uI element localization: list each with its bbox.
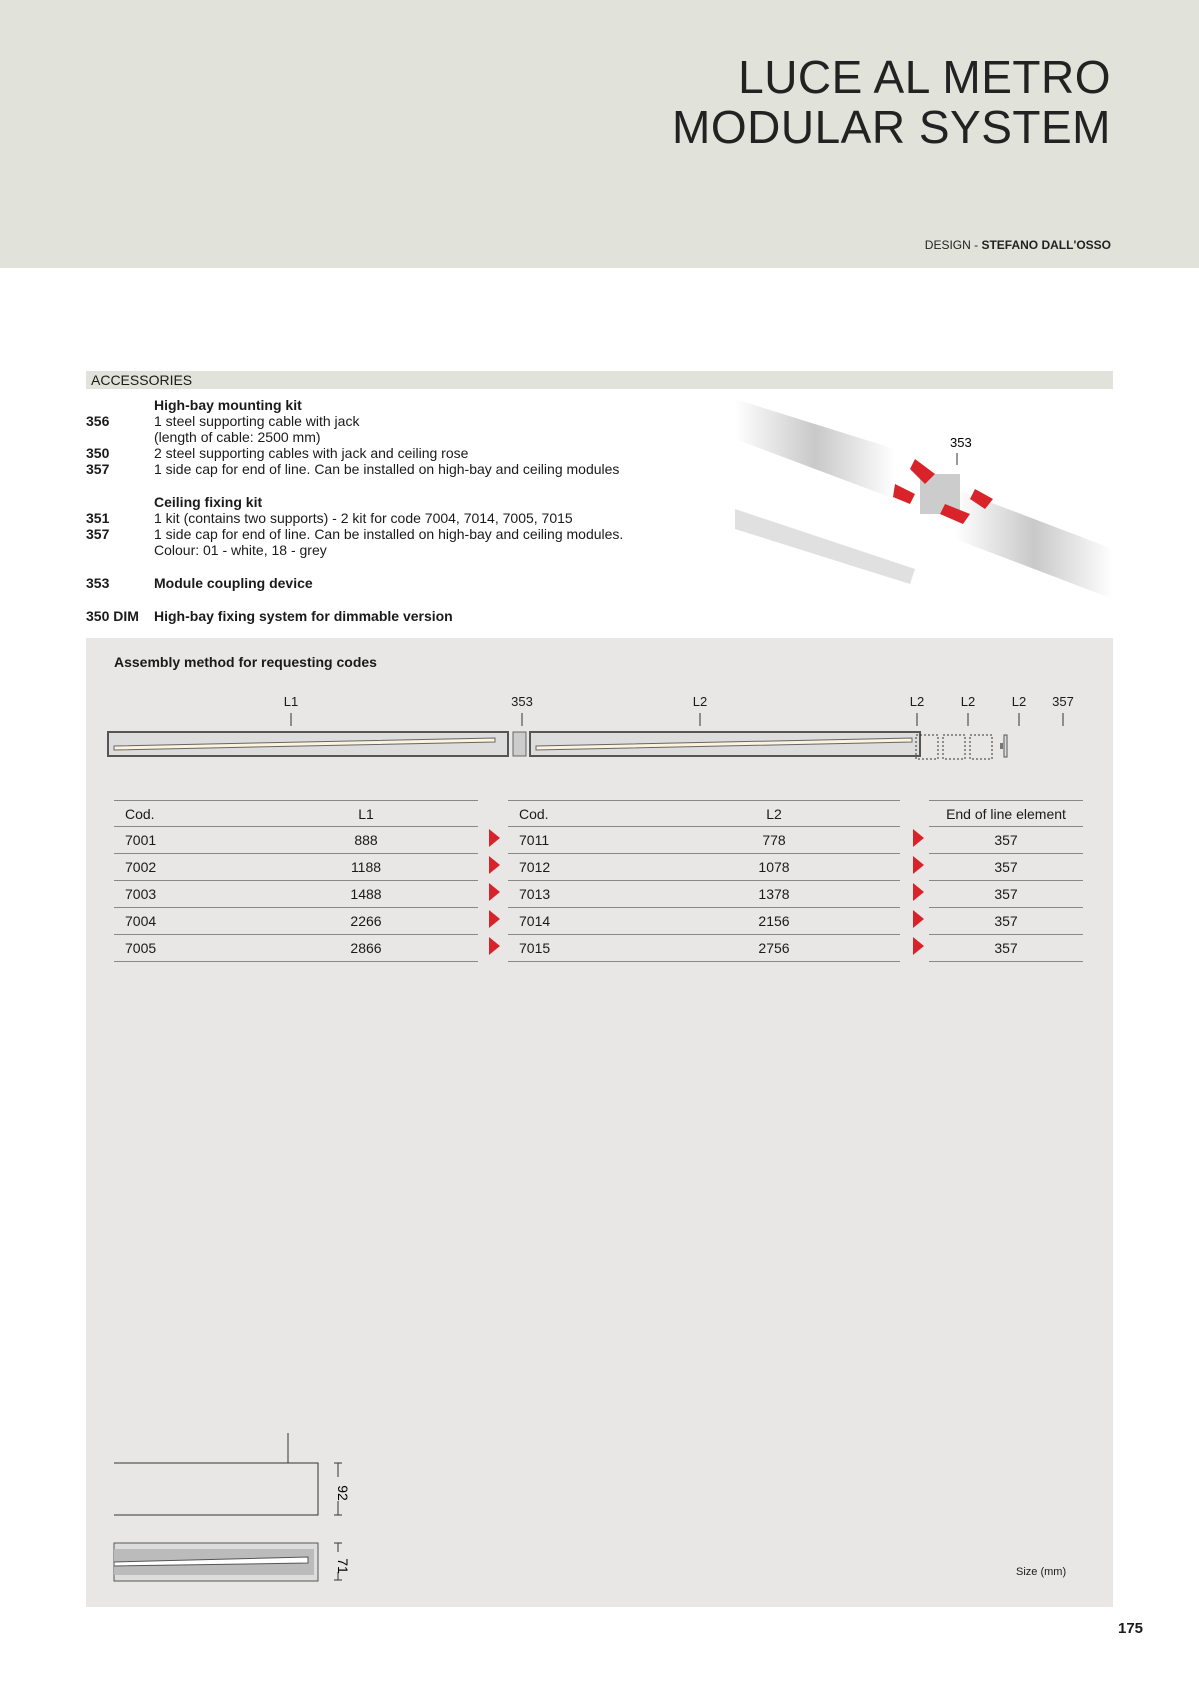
table-header bbox=[508, 800, 900, 827]
table-row: 7005 2866 bbox=[114, 935, 478, 962]
table-row: 7014 2156 bbox=[508, 908, 900, 935]
ceiling-title: Ceiling fixing kit bbox=[154, 494, 263, 510]
diagram-label: L2 bbox=[960, 694, 976, 709]
red-arrow-icon bbox=[489, 910, 500, 928]
design-credit bbox=[925, 238, 1111, 252]
assembly-diagram bbox=[100, 710, 1100, 770]
table-l1 bbox=[114, 800, 478, 962]
designer-name: STEFANO DALL'OSSO bbox=[981, 238, 1111, 252]
table-row: 357 bbox=[929, 881, 1083, 908]
header-cell: Cod. bbox=[125, 805, 155, 822]
header-cell: Cod. bbox=[519, 805, 549, 822]
table-end-element bbox=[929, 800, 1083, 962]
item-code: 357 bbox=[86, 461, 110, 477]
title-line-1: LUCE AL METRO bbox=[738, 51, 1111, 103]
item-text: 2 steel supporting cables with jack and ceiling rose bbox=[154, 445, 469, 461]
item-code: 350 DIM bbox=[86, 608, 139, 624]
item-code: 356 bbox=[86, 413, 110, 429]
item-text: Colour: 01 - white, 18 - grey bbox=[154, 542, 327, 558]
page-number: 175 bbox=[1118, 1620, 1144, 1637]
table-l2 bbox=[508, 800, 900, 962]
table-row: 7012 1078 bbox=[508, 854, 900, 881]
diagram-label: L2 bbox=[909, 694, 925, 709]
size-note: Size (mm) bbox=[1016, 1566, 1067, 1578]
highbay-title: High-bay mounting kit bbox=[154, 397, 302, 413]
photo-label: 353 bbox=[950, 435, 972, 450]
assembly-title: Assembly method for requesting codes bbox=[114, 654, 377, 670]
diagram-label: 353 bbox=[511, 694, 533, 709]
red-arrow-icon bbox=[913, 856, 924, 874]
coupling-title: Module coupling device bbox=[154, 575, 313, 591]
header-cell: End of line element bbox=[946, 805, 1066, 822]
red-arrow-icon bbox=[489, 829, 500, 847]
table-header bbox=[929, 800, 1083, 827]
item-text: 1 side cap for end of line. Can be installed on high-bay and ceiling modules bbox=[154, 461, 620, 477]
table-header bbox=[114, 800, 478, 827]
table-row: 7003 1488 bbox=[114, 881, 478, 908]
diagram-label: 357 bbox=[1052, 694, 1074, 709]
diagram-label: L2 bbox=[692, 694, 708, 709]
item-text: 1 steel supporting cable with jack bbox=[154, 413, 360, 429]
table-row: 7001 888 bbox=[114, 827, 478, 854]
item-text: 1 kit (contains two supports) - 2 kit for code 7004, 7014, 7005, 7015 bbox=[154, 510, 573, 526]
item-code: 357 bbox=[86, 526, 110, 542]
dimension-92: 92 bbox=[335, 1485, 351, 1501]
red-arrow-icon bbox=[913, 910, 924, 928]
red-arrow-icon bbox=[489, 856, 500, 874]
item-text: 1 side cap for end of line. Can be installed on high-bay and ceiling modules. bbox=[154, 526, 624, 542]
item-code: 353 bbox=[86, 575, 110, 591]
design-label: DESIGN - bbox=[924, 238, 982, 252]
diagram-label: L2 bbox=[1011, 694, 1027, 709]
red-arrow-icon bbox=[913, 883, 924, 901]
dimension-71: 71 bbox=[335, 1558, 351, 1574]
table-row: 7011 778 bbox=[508, 827, 900, 854]
item-code: 351 bbox=[86, 510, 110, 526]
table-row: 7013 1378 bbox=[508, 881, 900, 908]
red-arrow-icon bbox=[489, 883, 500, 901]
table-row: 7004 2266 bbox=[114, 908, 478, 935]
profile-drawing bbox=[110, 1425, 370, 1590]
header-cell: L1 bbox=[358, 805, 374, 822]
red-arrow-icon bbox=[913, 829, 924, 847]
table-row: 357 bbox=[929, 908, 1083, 935]
table-row: 357 bbox=[929, 854, 1083, 881]
header-cell: L2 bbox=[766, 805, 782, 822]
item-code: 350 bbox=[86, 445, 110, 461]
table-row: 357 bbox=[929, 935, 1083, 962]
dim-title: High-bay fixing system for dimmable version bbox=[154, 608, 453, 624]
accessories-heading: ACCESSORIES bbox=[86, 371, 1113, 389]
table-row: 7002 1188 bbox=[114, 854, 478, 881]
table-row: 357 bbox=[929, 827, 1083, 854]
title-line-2: MODULAR SYSTEM bbox=[672, 101, 1111, 153]
table-row: 7015 2756 bbox=[508, 935, 900, 962]
page-title bbox=[672, 52, 1111, 152]
red-arrow-icon bbox=[489, 937, 500, 955]
item-text: (length of cable: 2500 mm) bbox=[154, 429, 321, 445]
diagram-label: L1 bbox=[283, 694, 299, 709]
red-arrow-icon bbox=[913, 937, 924, 955]
coupling-photo bbox=[735, 389, 1113, 611]
